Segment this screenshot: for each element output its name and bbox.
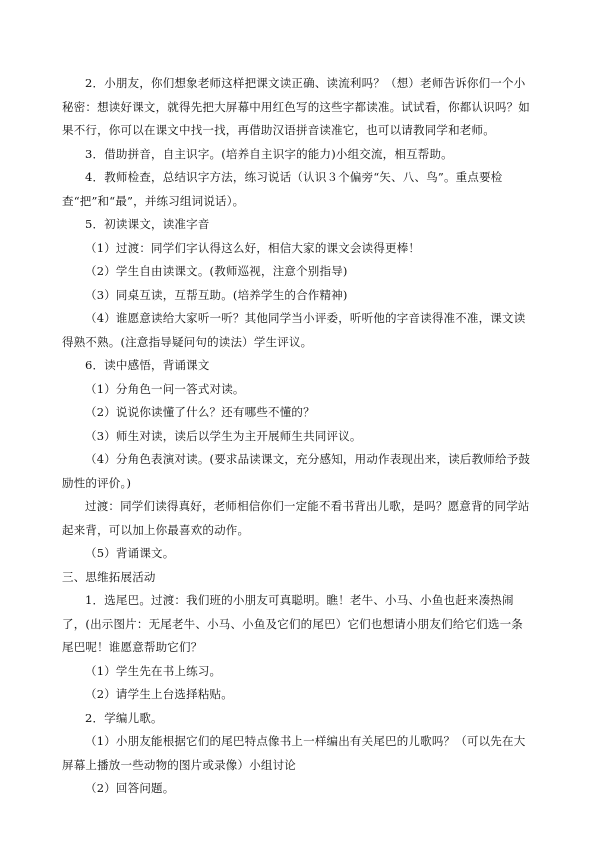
paragraph-step-6-4: （4）分角色表演对读。(要求品读课文，充分感知，用动作表现出来，读后教师给予鼓励性的评价。) [62, 452, 531, 490]
paragraph-step-6-3: （3）师生对读，读后以学生为主开展师生共同评议。 [85, 428, 362, 443]
paragraph-step-5-4: （4）谁愿意读给大家听一听？其他同学当小评委，听听他的字音读得准不准，课文读得熟不熟。(注意指导疑问句的读法）学生评议。 [62, 311, 526, 349]
paragraph-reading-intro: 2．小朋友，你们想象老师这样把课文读正确、读流利吗？（想）老师告诉你们一个小秘密：想读好课文，就得先把大屏幕中用红色写的这些字都读准。试试看，你都认识吗？如果不行，你可以在课文中找一找，再借助汉语拼音读准它，也可以请教同学和老师。 [62, 76, 530, 137]
paragraph-step-6-1: （1）分角色一问一答式对读。 [85, 381, 245, 396]
paragraph-step-5-heading: 5．初读课文，读准字音 [85, 217, 210, 231]
paragraph-compose-rhyme-2: （2）回答问题。 [85, 781, 175, 795]
paragraph-step-3: 3．借助拼音，自主识字。(培养自主识字的能力)小组交流，相互帮助。 [85, 146, 453, 161]
paragraph-step-5-2: （2）学生自由读课文。(教师巡视，注意个别指导) [85, 264, 348, 278]
paragraph-step-6-5: （5）背诵课文。 [85, 546, 175, 560]
paragraph-step-6-2: （2）说说你读懂了什么？还有哪些不懂的？ [85, 405, 315, 419]
paragraph-compose-rhyme: 2．学编儿歌。 [85, 710, 163, 725]
paragraph-step-5-1: （1）过渡：同学们字认得这么好，相信大家的课文会读得更棒！ [85, 240, 421, 255]
paragraph-step-6-heading: 6．读中感悟，背诵课文 [85, 358, 210, 372]
paragraph-choose-tail-2: （2）请学生上台选择粘贴。 [85, 687, 233, 701]
paragraph-step-4: 4．教师检查，总结识字方法，练习说话（认识３个偏旁“矢、八、鸟”。重点要检查“把”和“最”，并练习组词说话）。 [62, 170, 503, 208]
paragraph-choose-tail-1: （1）学生先在书上练习。 [85, 663, 222, 678]
paragraph-transition: 过渡：同学们读得真好，老师相信你们一定能不看书背出儿歌，是吗？愿意背的同学站起来背，可以加上你最喜欢的动作。 [62, 499, 530, 537]
section-heading-thinking-activity: 三、思维拓展活动 [62, 569, 156, 584]
paragraph-compose-rhyme-1: （1）小朋友能根据它们的尾巴特点像书上一样编出有关尾巴的儿歌吗？（可以先在大屏幕上播放一些动物的图片或录像）小组讨论 [62, 734, 526, 772]
paragraph-choose-tail: 1．选尾巴。过渡：我们班的小朋友可真聪明。瞧！老牛、小马、小鱼也赶来凑热闹了，(出示图片：无尾老牛、小马、小鱼及它们的尾巴）它们也想请小朋友们给它们选一条尾巴呢！谁愿意帮助它们？ [62, 593, 523, 654]
paragraph-step-5-3: （3）同桌互读，互帮互助。(培养学生的合作精神) [85, 287, 348, 302]
